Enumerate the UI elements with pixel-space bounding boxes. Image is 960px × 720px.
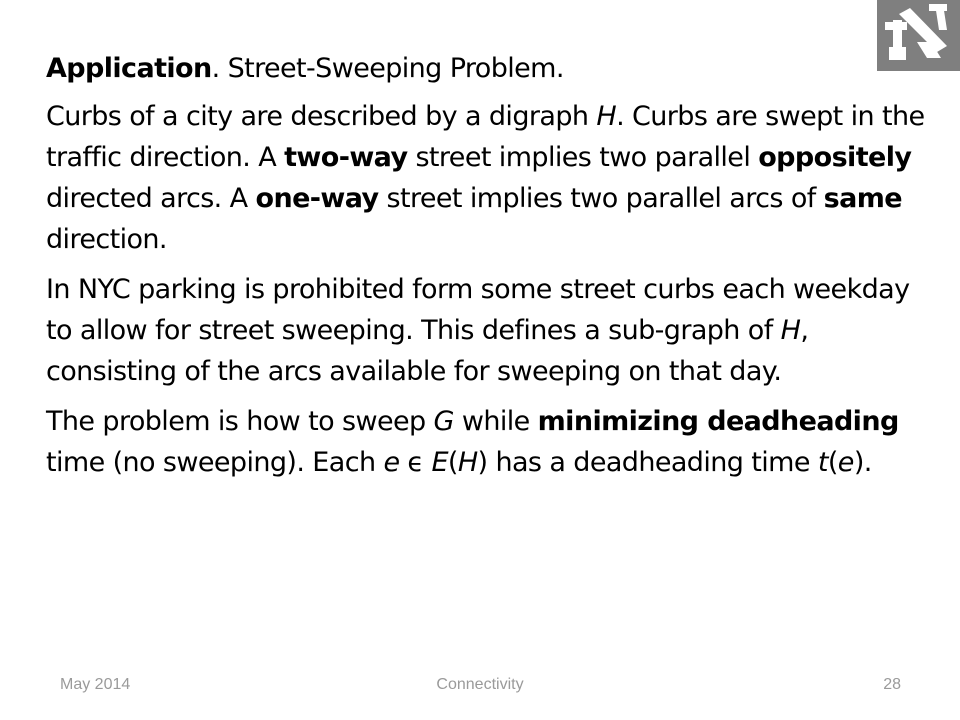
p1-bold-oppositely: oppositely (758, 142, 912, 173)
p3-var-g: G (433, 406, 454, 437)
paragraph-2 (46, 269, 926, 392)
footer-date: May 2014 (60, 676, 131, 693)
p1-text-2: . Curbs are swept in the traffic direction. A (46, 101, 925, 173)
p3-text-2: while (453, 406, 538, 437)
p1-var-h: H (596, 101, 617, 132)
p3-var-E: E (431, 447, 448, 478)
p3-text-1: The problem is how to sweep (46, 406, 434, 437)
p2-var-h: H (780, 315, 801, 346)
p1-text-5: street implies two parallel arcs of (378, 183, 824, 214)
p3-var-e: e (383, 447, 400, 478)
p3-bold-minimizing-deadheading: minimizing deadheading (537, 406, 899, 437)
p3-var-h: H (457, 447, 478, 478)
paragraph-3 (46, 401, 926, 483)
heading (46, 48, 926, 89)
p1-bold-same: same (823, 183, 902, 214)
p3-var-t: t (817, 447, 828, 478)
p1-text-4: directed arcs. A (46, 183, 256, 214)
p1-bold-one-way: one-way (255, 183, 379, 214)
p2-text-2: , consisting of the arcs available for sweeping on that day. (46, 315, 809, 387)
heading-bold: Application (46, 53, 212, 84)
p3-text-5: ( (447, 447, 458, 478)
p3-text-7: ( (827, 447, 838, 478)
p1-bold-two-way: two-way (284, 142, 408, 173)
p1-text-6: direction. (46, 224, 167, 255)
p3-text-3: time (no sweeping). Each (46, 447, 384, 478)
paragraph-1 (46, 96, 926, 260)
p3-text-4: ϵ (399, 447, 432, 478)
p3-var-e-2: e (837, 447, 854, 478)
p3-text-6: ) has a deadheading time (477, 447, 818, 478)
footer-page-number: 28 (883, 676, 901, 693)
footer-title: Connectivity (436, 676, 524, 693)
p3-text-8: ). (853, 447, 872, 478)
slide-body (46, 48, 926, 492)
p1-text-3: street implies two parallel (407, 142, 759, 173)
p2-text-1: In NYC parking is prohibited form some street curbs each weekday to allow for street sweeping. This defines a sub-graph of (46, 274, 910, 346)
heading-rest: . Street-Sweeping Problem. (211, 53, 564, 84)
p1-text-1: Curbs of a city are described by a digraph (46, 101, 597, 132)
